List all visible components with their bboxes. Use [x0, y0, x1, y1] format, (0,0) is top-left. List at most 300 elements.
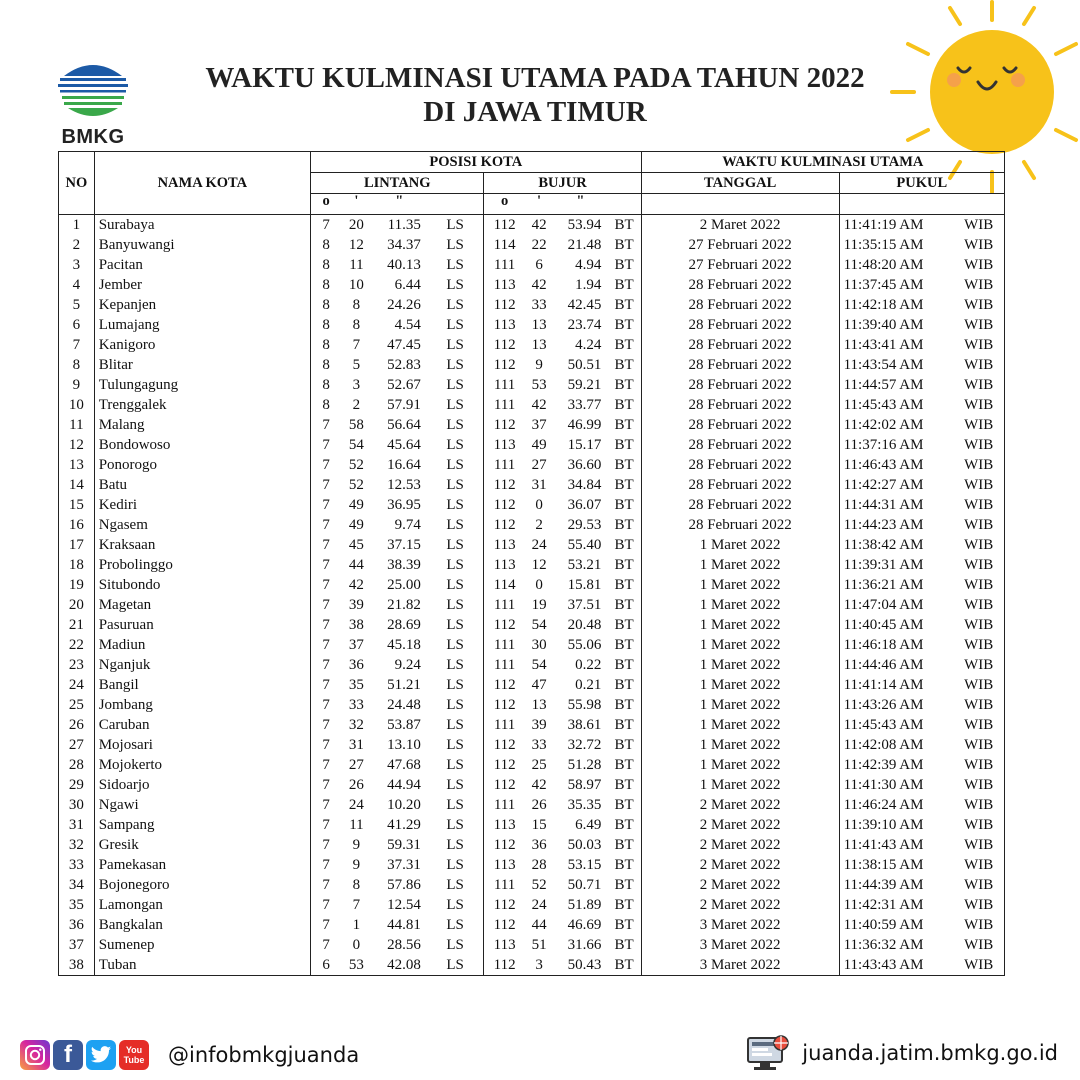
col-header-waktu-kulminasi: WAKTU KULMINASI UTAMA — [641, 152, 1004, 173]
cell-bujur-sec: 15.17 — [567, 437, 602, 453]
cell-lintang-dir: LS — [427, 395, 484, 415]
cell-lintang-dir: LS — [427, 255, 484, 275]
cell-lintang-dir: LS — [427, 575, 484, 595]
cell-zona: WIB — [953, 515, 1004, 535]
cell-lintang-min: 2 — [352, 397, 361, 413]
table-row — [59, 235, 1005, 255]
cell-lintang-dir: LS — [427, 955, 484, 976]
cell-bujur-dir: BT — [607, 435, 641, 455]
cell-bujur-min: 47 — [531, 677, 547, 693]
cell-bujur-min: 42 — [531, 777, 547, 793]
cell-lintang-min: 54 — [348, 437, 364, 453]
cell-tanggal: 2 Maret 2022 — [641, 895, 839, 915]
cell-pukul: 11:46:18 AM — [843, 637, 924, 653]
cell-lintang-sec: 44.94 — [387, 777, 421, 793]
cell-bujur-deg: 111 — [493, 657, 516, 673]
cell-no: 7 — [59, 335, 95, 355]
cell-bujur-sec: 59.21 — [567, 377, 602, 393]
cell-lintang-dir: LS — [427, 855, 484, 875]
cell-no: 16 — [59, 515, 95, 535]
cell-bujur-dir: BT — [607, 455, 641, 475]
cell-tanggal: 3 Maret 2022 — [641, 935, 839, 955]
table-row — [59, 455, 1005, 475]
cell-bujur-dir: BT — [607, 955, 641, 976]
cell-lintang-deg: 7 — [322, 437, 330, 453]
cell-nama-kota: Bondowoso — [94, 435, 310, 455]
table-row — [59, 855, 1005, 875]
unit-minute-lintang: ' — [354, 193, 359, 209]
cell-nama-kota: Tulungagung — [94, 375, 310, 395]
cell-no: 32 — [59, 835, 95, 855]
cell-bujur-deg: 111 — [493, 797, 516, 813]
cell-bujur-min: 0 — [535, 497, 543, 513]
cell-bujur-deg: 113 — [493, 277, 516, 293]
cell-zona: WIB — [953, 355, 1004, 375]
cell-lintang-sec: 45.64 — [387, 437, 421, 453]
cell-bujur-deg: 112 — [484, 955, 525, 976]
social-handle[interactable]: @infobmkgjuanda — [168, 1043, 360, 1067]
cell-lintang-sec: 37.31 — [387, 857, 421, 873]
cell-lintang-dir: LS — [427, 815, 484, 835]
cell-bujur-sec: 32.72 — [567, 737, 602, 753]
cell-lintang-deg: 8 — [322, 257, 330, 273]
cell-tanggal: 28 Februari 2022 — [641, 315, 839, 335]
cell-zona: WIB — [953, 255, 1004, 275]
cell-lintang-deg: 7 — [322, 937, 330, 953]
cell-nama-kota: Sampang — [94, 815, 310, 835]
cell-bujur-min: 13 — [531, 337, 547, 353]
cell-zona: WIB — [953, 375, 1004, 395]
cell-lintang-deg: 8 — [322, 397, 330, 413]
cell-zona: WIB — [953, 335, 1004, 355]
cell-bujur-min: 13 — [531, 697, 547, 713]
cell-lintang-dir: LS — [427, 555, 484, 575]
cell-lintang-sec: 9.24 — [394, 657, 421, 673]
cell-zona: WIB — [953, 715, 1004, 735]
cell-lintang-sec: 16.64 — [387, 457, 421, 473]
cell-bujur-sec: 53.94 — [553, 215, 607, 236]
cell-nama-kota: Kanigoro — [94, 335, 310, 355]
cell-zona: WIB — [953, 675, 1004, 695]
cell-lintang-dir: LS — [427, 455, 484, 475]
table-row — [59, 675, 1005, 695]
cell-lintang-sec: 36.95 — [387, 497, 421, 513]
cell-pukul: 11:38:15 AM — [843, 857, 924, 873]
cell-no: 9 — [59, 375, 95, 395]
cell-lintang-deg: 8 — [322, 337, 330, 353]
cell-tanggal: 3 Maret 2022 — [641, 915, 839, 935]
cell-pukul: 11:42:02 AM — [843, 417, 924, 433]
col-header-pukul: PUKUL — [839, 173, 1004, 194]
cell-bujur-deg: 111 — [493, 717, 516, 733]
cell-zona: WIB — [953, 415, 1004, 435]
cell-lintang-deg: 7 — [322, 597, 330, 613]
cell-nama-kota: Mojokerto — [94, 755, 310, 775]
cell-bujur-min: 52 — [531, 877, 547, 893]
cell-bujur-dir: BT — [607, 255, 641, 275]
cell-lintang-min: 49 — [348, 517, 364, 533]
cell-lintang-sec: 51.21 — [387, 677, 421, 693]
unit-second-bujur: " — [576, 193, 585, 209]
cell-pukul: 11:43:43 AM — [839, 955, 953, 976]
cell-tanggal: 1 Maret 2022 — [641, 655, 839, 675]
cell-bujur-sec: 34.84 — [567, 477, 602, 493]
cell-bujur-min: 42 — [525, 215, 554, 236]
cell-bujur-sec: 1.94 — [575, 277, 602, 293]
cell-lintang-sec: 53.87 — [387, 717, 421, 733]
cell-no: 4 — [59, 275, 95, 295]
cell-tanggal: 2 Maret 2022 — [641, 795, 839, 815]
cell-pukul: 11:42:31 AM — [843, 897, 924, 913]
cell-no: 35 — [59, 895, 95, 915]
cell-zona: WIB — [953, 535, 1004, 555]
cell-nama-kota: Tuban — [94, 955, 310, 976]
cell-bujur-dir: BT — [607, 235, 641, 255]
cell-lintang-min: 39 — [348, 597, 364, 613]
cell-nama-kota: Magetan — [94, 595, 310, 615]
table-row — [59, 655, 1005, 675]
cell-no: 12 — [59, 435, 95, 455]
cell-lintang-sec: 24.48 — [387, 697, 421, 713]
cell-pukul: 11:36:21 AM — [843, 577, 924, 593]
cell-nama-kota: Sidoarjo — [94, 775, 310, 795]
col-header-lintang: LINTANG — [311, 173, 484, 194]
cell-lintang-sec: 38.39 — [387, 557, 421, 573]
cell-bujur-dir: BT — [607, 295, 641, 315]
cell-nama-kota: Mojosari — [94, 735, 310, 755]
cell-bujur-sec: 0.21 — [575, 677, 602, 693]
table-row — [59, 275, 1005, 295]
cell-lintang-sec: 37.15 — [387, 537, 421, 553]
cell-nama-kota: Madiun — [94, 635, 310, 655]
cell-pukul: 11:48:20 AM — [843, 257, 924, 273]
cell-bujur-min: 42 — [531, 397, 547, 413]
cell-bujur-min: 9 — [535, 357, 543, 373]
cell-bujur-deg: 111 — [493, 397, 516, 413]
table-row — [59, 755, 1005, 775]
cell-tanggal: 28 Februari 2022 — [641, 455, 839, 475]
cell-lintang-dir: LS — [427, 715, 484, 735]
facebook-icon[interactable]: f — [53, 1040, 83, 1070]
cell-nama-kota: Trenggalek — [94, 395, 310, 415]
cell-pukul: 11:38:42 AM — [843, 537, 924, 553]
cell-no: 25 — [59, 695, 95, 715]
cell-zona: WIB — [953, 555, 1004, 575]
cell-bujur-dir: BT — [607, 675, 641, 695]
cell-bujur-deg: 112 — [493, 777, 516, 793]
cell-tanggal: 2 Maret 2022 — [641, 215, 839, 236]
cell-bujur-min: 37 — [531, 417, 547, 433]
cell-bujur-dir: BT — [607, 555, 641, 575]
cell-lintang-min: 38 — [348, 617, 364, 633]
cell-bujur-dir: BT — [607, 935, 641, 955]
cell-bujur-min: 25 — [531, 757, 547, 773]
cell-bujur-deg: 112 — [493, 357, 516, 373]
cell-bujur-min: 19 — [531, 597, 547, 613]
unit-degree-lintang: o — [322, 193, 330, 209]
cell-bujur-deg: 112 — [493, 617, 516, 633]
cell-bujur-dir: BT — [607, 775, 641, 795]
cell-lintang-deg: 7 — [322, 637, 330, 653]
cell-bujur-deg: 112 — [493, 697, 516, 713]
cell-bujur-deg: 112 — [493, 497, 516, 513]
cell-lintang-min: 52 — [348, 457, 364, 473]
cell-nama-kota: Probolinggo — [94, 555, 310, 575]
table-row — [59, 335, 1005, 355]
cell-bujur-sec: 55.98 — [567, 697, 602, 713]
cell-nama-kota: Bojonegoro — [94, 875, 310, 895]
cell-pukul: 11:39:10 AM — [843, 817, 924, 833]
cell-bujur-deg: 112 — [493, 417, 516, 433]
cell-lintang-deg: 7 — [322, 537, 330, 553]
cell-lintang-dir: LS — [427, 295, 484, 315]
cell-pukul: 11:44:23 AM — [843, 517, 924, 533]
cell-bujur-dir: BT — [607, 275, 641, 295]
cell-tanggal: 1 Maret 2022 — [641, 715, 839, 735]
cell-lintang-deg: 7 — [322, 757, 330, 773]
cell-lintang-sec: 52.83 — [387, 357, 421, 373]
cell-pukul: 11:41:14 AM — [843, 677, 924, 693]
cell-lintang-deg: 7 — [322, 517, 330, 533]
cell-tanggal: 2 Maret 2022 — [641, 855, 839, 875]
cell-lintang-sec: 6.44 — [394, 277, 421, 293]
table-row — [59, 295, 1005, 315]
cell-bujur-deg: 112 — [493, 337, 516, 353]
cell-lintang-dir: LS — [427, 595, 484, 615]
cell-bujur-min: 12 — [531, 557, 547, 573]
cell-no: 37 — [59, 935, 95, 955]
cell-lintang-deg: 7 — [322, 577, 330, 593]
cell-lintang-min: 7 — [352, 337, 361, 353]
twitter-icon[interactable] — [86, 1040, 116, 1070]
cell-tanggal: 28 Februari 2022 — [641, 435, 839, 455]
cell-pukul: 11:36:32 AM — [843, 937, 924, 953]
cell-no: 27 — [59, 735, 95, 755]
cell-lintang-dir: LS — [427, 435, 484, 455]
cell-no: 19 — [59, 575, 95, 595]
cell-lintang-dir: LS — [427, 335, 484, 355]
cell-bujur-deg: 111 — [493, 457, 516, 473]
cell-tanggal: 28 Februari 2022 — [641, 355, 839, 375]
cell-bujur-sec: 36.07 — [567, 497, 602, 513]
cell-pukul: 11:37:16 AM — [843, 437, 924, 453]
cell-no: 13 — [59, 455, 95, 475]
cell-no: 30 — [59, 795, 95, 815]
cell-zona: WIB — [953, 495, 1004, 515]
cell-pukul: 11:45:43 AM — [843, 717, 924, 733]
cell-lintang-deg: 8 — [322, 237, 330, 253]
cell-lintang-dir: LS — [427, 415, 484, 435]
cell-lintang-dir: LS — [427, 215, 484, 236]
table-row — [59, 355, 1005, 375]
bmkg-logo-text: BMKG — [61, 126, 125, 148]
cell-bujur-min: 27 — [531, 457, 547, 473]
cell-bujur-min: 31 — [531, 477, 547, 493]
cell-bujur-min: 15 — [531, 817, 547, 833]
cell-lintang-dir: LS — [427, 695, 484, 715]
cell-lintang-sec: 12.54 — [387, 897, 421, 913]
cell-pukul: 11:45:43 AM — [843, 397, 924, 413]
cell-lintang-deg: 7 — [322, 477, 330, 493]
cell-lintang-deg: 7 — [322, 557, 330, 573]
cell-bujur-min: 26 — [531, 797, 547, 813]
cell-nama-kota: Situbondo — [94, 575, 310, 595]
cell-lintang-deg: 6 — [311, 955, 342, 976]
cell-pukul: 11:43:54 AM — [843, 357, 924, 373]
cell-nama-kota: Jember — [94, 275, 310, 295]
cell-zona: WIB — [953, 435, 1004, 455]
cell-bujur-dir: BT — [607, 755, 641, 775]
cell-tanggal: 1 Maret 2022 — [641, 575, 839, 595]
cell-zona: WIB — [953, 615, 1004, 635]
cell-bujur-min: 44 — [531, 917, 547, 933]
cell-bujur-deg: 111 — [493, 257, 516, 273]
cell-pukul: 11:39:31 AM — [843, 557, 924, 573]
cell-bujur-deg: 111 — [493, 597, 516, 613]
cell-zona: WIB — [953, 955, 1004, 976]
youtube-icon[interactable] — [119, 1040, 149, 1070]
cell-bujur-sec: 36.60 — [567, 457, 602, 473]
cell-bujur-dir: BT — [607, 915, 641, 935]
cell-no: 3 — [59, 255, 95, 275]
cell-bujur-deg: 112 — [493, 917, 516, 933]
cell-zona: WIB — [953, 835, 1004, 855]
cell-lintang-deg: 7 — [322, 697, 330, 713]
cell-bujur-dir: BT — [607, 895, 641, 915]
table-row — [59, 555, 1005, 575]
cell-bujur-deg: 112 — [493, 837, 516, 853]
cell-bujur-sec: 50.51 — [567, 357, 602, 373]
cell-nama-kota: Sumenep — [94, 935, 310, 955]
cell-lintang-min: 7 — [352, 897, 361, 913]
cell-pukul: 11:40:59 AM — [843, 917, 924, 933]
cell-zona: WIB — [953, 655, 1004, 675]
cell-lintang-deg: 7 — [322, 717, 330, 733]
cell-bujur-dir: BT — [607, 655, 641, 675]
unit-degree-bujur: o — [501, 193, 509, 209]
table-row — [59, 575, 1005, 595]
cell-bujur-min: 24 — [531, 897, 547, 913]
table-row — [59, 435, 1005, 455]
youtube-label: You Tube — [123, 1045, 145, 1065]
cell-lintang-sec: 57.86 — [387, 877, 421, 893]
cell-zona: WIB — [953, 455, 1004, 475]
cell-lintang-min: 9 — [352, 837, 361, 853]
cell-bujur-dir: BT — [607, 735, 641, 755]
cell-bujur-min: 49 — [531, 437, 547, 453]
cell-pukul: 11:43:26 AM — [843, 697, 924, 713]
cell-no: 38 — [59, 955, 95, 976]
cell-lintang-deg: 7 — [322, 737, 330, 753]
instagram-icon[interactable] — [20, 1040, 50, 1070]
cell-zona: WIB — [953, 275, 1004, 295]
cell-lintang-min: 35 — [348, 677, 364, 693]
cell-bujur-dir: BT — [607, 875, 641, 895]
cell-lintang-dir: LS — [427, 235, 484, 255]
table-row — [59, 495, 1005, 515]
cell-tanggal: 28 Februari 2022 — [641, 515, 839, 535]
cell-pukul: 11:41:30 AM — [843, 777, 924, 793]
cell-tanggal: 1 Maret 2022 — [641, 775, 839, 795]
cell-pukul: 11:46:43 AM — [843, 457, 924, 473]
cell-zona: WIB — [953, 815, 1004, 835]
cell-bujur-dir: BT — [607, 215, 641, 236]
cell-tanggal: 28 Februari 2022 — [641, 495, 839, 515]
cell-nama-kota: Nganjuk — [94, 655, 310, 675]
cell-zona: WIB — [953, 695, 1004, 715]
table-row — [59, 895, 1005, 915]
cell-lintang-dir: LS — [427, 895, 484, 915]
website-footer — [746, 1034, 1058, 1072]
cell-lintang-deg: 7 — [322, 817, 330, 833]
cell-lintang-min: 8 — [352, 877, 361, 893]
cell-no: 2 — [59, 235, 95, 255]
cell-zona: WIB — [953, 875, 1004, 895]
cell-lintang-sec: 10.20 — [387, 797, 421, 813]
cell-bujur-min: 0 — [535, 577, 543, 593]
cell-bujur-min: 6 — [535, 257, 543, 273]
website-link[interactable]: juanda.jatim.bmkg.go.id — [802, 1041, 1058, 1065]
col-header-bujur: BUJUR — [484, 173, 641, 194]
cell-nama-kota: Pacitan — [94, 255, 310, 275]
cell-tanggal: 1 Maret 2022 — [641, 555, 839, 575]
cell-lintang-dir: LS — [427, 375, 484, 395]
cell-tanggal: 1 Maret 2022 — [641, 595, 839, 615]
cell-lintang-deg: 7 — [322, 917, 330, 933]
cell-lintang-deg: 7 — [322, 897, 330, 913]
cell-no: 21 — [59, 615, 95, 635]
cell-bujur-min: 33 — [531, 297, 547, 313]
cell-bujur-deg: 113 — [493, 317, 516, 333]
cell-nama-kota: Kepanjen — [94, 295, 310, 315]
cell-bujur-sec: 55.40 — [567, 537, 602, 553]
cell-lintang-min: 24 — [348, 797, 364, 813]
cell-bujur-sec: 37.51 — [567, 597, 602, 613]
cell-lintang-min: 31 — [348, 737, 364, 753]
cell-lintang-dir: LS — [427, 355, 484, 375]
table-row — [59, 935, 1005, 955]
col-header-posisi-kota: POSISI KOTA — [311, 152, 642, 173]
cell-bujur-sec: 4.24 — [575, 337, 602, 353]
cell-nama-kota: Bangil — [94, 675, 310, 695]
cell-bujur-min: 13 — [531, 317, 547, 333]
cell-lintang-dir: LS — [427, 275, 484, 295]
cell-lintang-min: 58 — [348, 417, 364, 433]
cell-pukul: 11:42:27 AM — [843, 477, 924, 493]
cell-bujur-sec: 46.99 — [567, 417, 602, 433]
cell-bujur-sec: 50.43 — [553, 955, 607, 976]
cell-pukul: 11:47:04 AM — [843, 597, 924, 613]
cell-lintang-dir: LS — [427, 315, 484, 335]
table-row — [59, 595, 1005, 615]
cell-bujur-min: 30 — [531, 637, 547, 653]
cell-pukul: 11:35:15 AM — [843, 237, 924, 253]
cell-bujur-min: 33 — [531, 737, 547, 753]
cell-bujur-sec: 53.15 — [567, 857, 602, 873]
cell-bujur-deg: 113 — [493, 537, 516, 553]
cell-bujur-deg: 112 — [493, 757, 516, 773]
cell-zona: WIB — [953, 735, 1004, 755]
cell-lintang-min: 52 — [348, 477, 364, 493]
cell-lintang-min: 10 — [348, 277, 364, 293]
cell-bujur-dir: BT — [607, 535, 641, 555]
cell-bujur-sec: 15.81 — [567, 577, 602, 593]
table-row — [59, 535, 1005, 555]
table-row — [59, 635, 1005, 655]
cell-tanggal: 1 Maret 2022 — [641, 755, 839, 775]
cell-lintang-sec: 28.69 — [387, 617, 421, 633]
cell-bujur-deg: 112 — [484, 215, 525, 236]
